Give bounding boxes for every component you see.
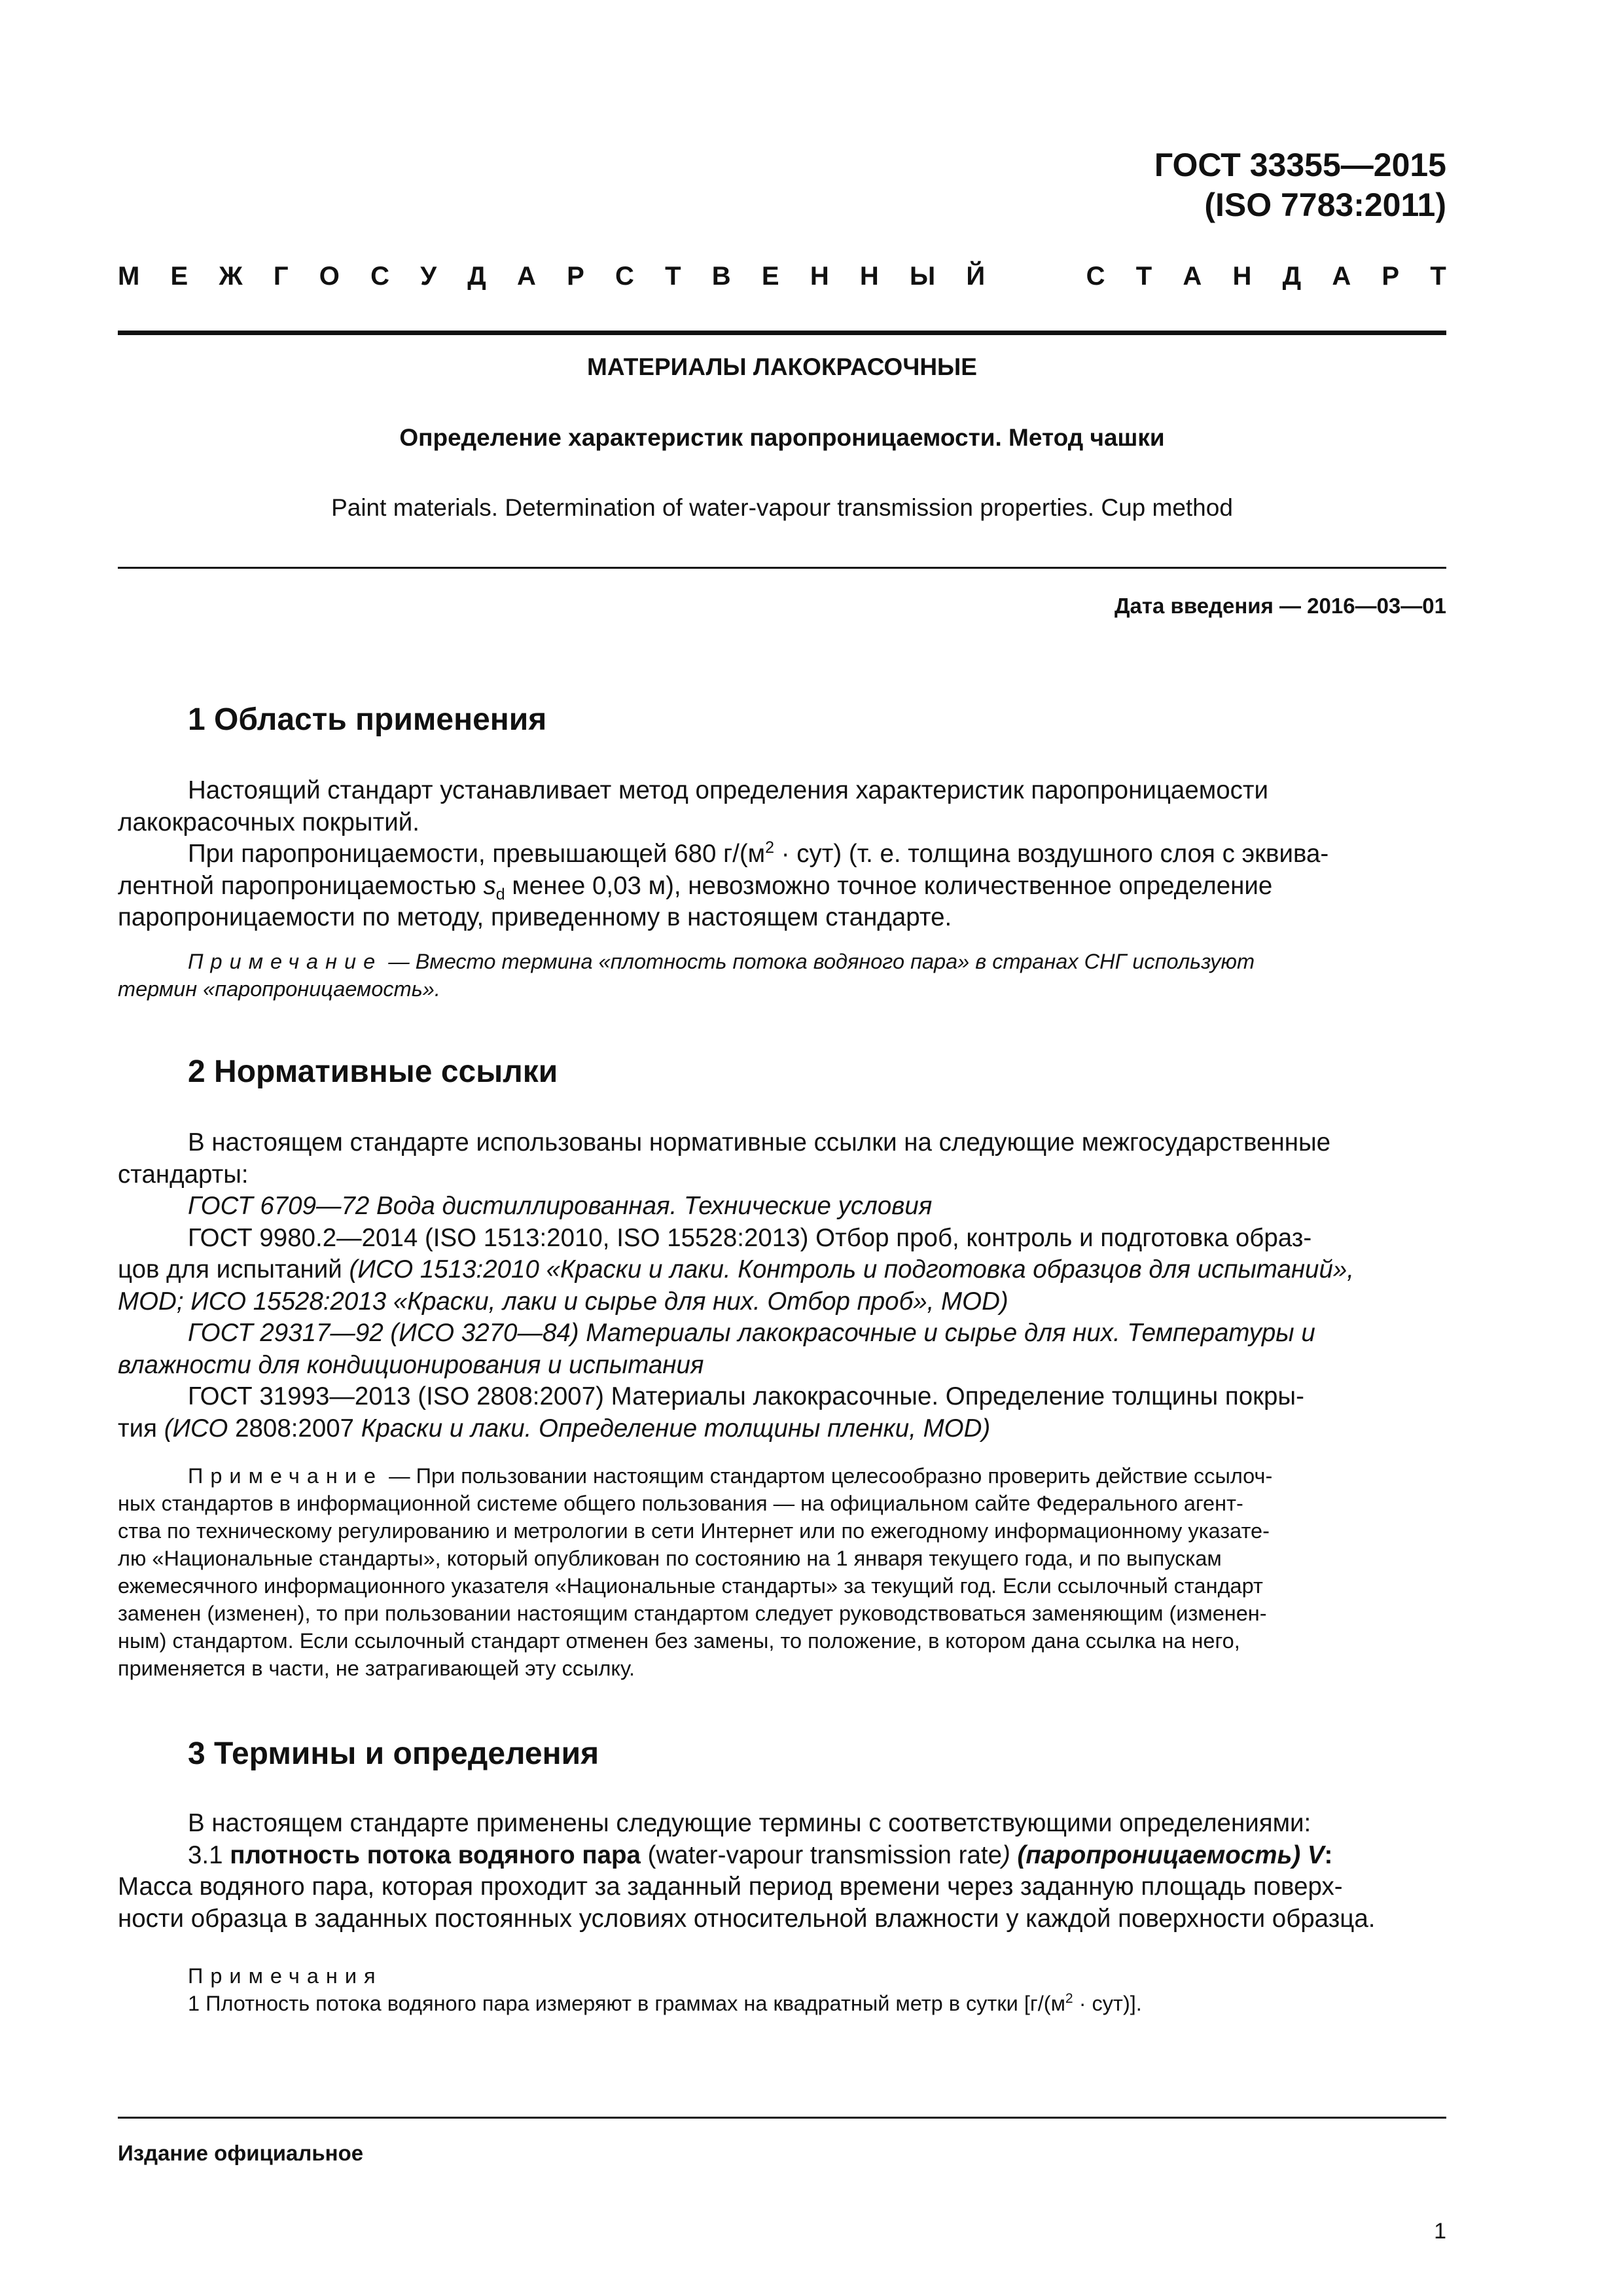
banner-letter: М — [118, 262, 140, 291]
section-1-heading: 1 Область применения — [188, 702, 547, 737]
banner-letter: В — [711, 262, 731, 291]
section-2-note: Примечание — При пользовании настоящим стандартом целесообразно проверить действие ссылоч- ных стандартов в информационной системе общего пользования — на официальном сайте Федерального агент- ства по техническому регулированию и метрологии в сети Интернет или по ежегодному информационному указате- лю «Национальные стандарты», который опубликован по состоянию на 1 января текущего года, и по выпускам ежемесячного информационного указателя «Национальные стандарты» за текущий год. Если ссылочный стандарт заменен (изменен), то при пользовании настоящим стандартом следует руководствоваться заменяющим (изменен- ным) стандартом. Если ссылочный стандарт отменен без замены, то положение, в котором дана ссылка на него, применяется в части, не затрагивающей эту ссылку. — [118, 1464, 1273, 1680]
section-1-body — [118, 775, 1446, 934]
banner-letter: Г — [273, 262, 289, 291]
footer-rule — [118, 2117, 1446, 2119]
banner-letter: А — [517, 262, 536, 291]
banner-letter: Ы — [910, 262, 936, 291]
paragraph-line: Настоящий стандарт устанавливает метод определения характеристик паропроницаемости — [188, 776, 1269, 804]
banner-letter: Ж — [219, 262, 243, 291]
notes-label: Примечания — [188, 1964, 383, 1988]
banner-letter: А — [1183, 262, 1202, 291]
note-label: Примечание — [188, 1464, 383, 1488]
document-title-english: Paint materials. Determination of water-vapour transmission properties. Cup method — [331, 494, 1233, 521]
banner-letter: Е — [170, 262, 188, 291]
reference-item: ГОСТ 6709—72 Вода дистиллированная. Технические условия — [188, 1192, 933, 1220]
banner-letter: Р — [1382, 262, 1400, 291]
banner-letter: С — [1086, 262, 1105, 291]
document-subtitle: Определение характеристик паропроницаемости. Метод чашки — [399, 424, 1165, 451]
banner-letter: С — [370, 262, 389, 291]
banner-letter: Т — [1430, 262, 1446, 291]
banner-letter: Т — [1135, 262, 1152, 291]
banner-letter: Д — [1282, 262, 1302, 291]
banner-letter: Н — [859, 262, 879, 291]
banner-letter: Н — [1232, 262, 1252, 291]
gost-number: ГОСТ 33355—2015 — [1154, 147, 1446, 183]
banner-letter: А — [1332, 262, 1351, 291]
interstate-standard-banner — [118, 262, 1446, 291]
paragraph-line: лентной паропроницаемостью $s_d$ менее 0,03 м), невозможно точное количественное определение — [118, 871, 1273, 904]
introduction-date: Дата введения — 2016—03—01 — [1115, 594, 1446, 618]
note-label: Примечание — [188, 950, 383, 973]
banner-letter: Р — [567, 262, 584, 291]
section-2-body: В настоящем стандарте использованы нормативные ссылки на следующие межгосударственные стандарты: ГОСТ 6709—72 Вода дистиллированная. Технические условия ГОСТ 9980.2—2014 (ISO 1513:2010, ISO 15528:2013) Отбор проб, контроль и подготовка образ- цов для испытаний (ИСО 1513:2010 «Краски и лаки. Контроль и подготовка образцов для испытаний», MOD; ИСО 15528:2013 «Краски, лаки и сырье для них. Отбор проб», MOD) ГОСТ 29317—92 (ИСО 3270—84) Материалы лакокрасочные и сырье для них. Температуры и влажности для кондиционирования и испытания ГОСТ 31993—2013 (ISO 2808:2007) Материалы лакокрасочные. Определение толщины покры- тия (ИСО 2808:2007 Краски и лаки. Определение толщины пленки, MOD) — [118, 1127, 1446, 1444]
document-title: МАТЕРИАЛЫ ЛАКОКРАСОЧНЫЕ — [587, 353, 977, 380]
reference-item: ГОСТ 31993—2013 (ISO 2808:2007) Материалы лакокрасочные. Определение толщины покры- — [188, 1382, 1304, 1410]
paragraph-line: лакокрасочных покрытий. — [118, 808, 419, 836]
banner-letter: О — [319, 262, 340, 291]
header-thick-rule — [118, 331, 1446, 335]
term-definition: 3.1 плотность потока водяного пара (water-vapour transmission rate) (паропроницаемость) V: — [188, 1840, 1333, 1869]
reference-item: ГОСТ 9980.2—2014 (ISO 1513:2010, ISO 15528:2013) Отбор проб, контроль и подготовка образ- — [188, 1223, 1312, 1252]
banner-letter: Й — [966, 262, 986, 291]
paragraph-line: При паропроницаемости, превышающей 680 $г/(м^2 \cdot сут)$ (т. е. толщина воздушного слоя с эквива- — [188, 838, 1329, 868]
section-1-note: Примечание — Вместо термина «плотность потока водяного пара» в странах СНГ используют термин «паропроницаемость». — [118, 950, 1255, 1001]
banner-letter: У — [420, 262, 437, 291]
section-2-heading: 2 Нормативные ссылки — [188, 1054, 558, 1089]
reference-item: ГОСТ 29317—92 (ИСО 3270—84) Материалы лакокрасочные и сырье для них. Температуры и — [188, 1319, 1315, 1347]
section-3-heading: 3 Термины и определения — [188, 1736, 599, 1771]
section-3-body: В настоящем стандарте применены следующие термины с соответствующими определениями: 3.1 плотность потока водяного пара (water-vapour transmission rate) (паропроницаемость) V: Масса водяного пара, которая проходит за заданный период времени через заданную площадь поверх- ности образца в заданных постоянных условиях относительной влажности у каждой поверхности образца. — [118, 1808, 1446, 1935]
publication-label: Издание официальное — [118, 2141, 364, 2165]
banner-word-gap — [1016, 262, 1055, 291]
banner-letter: Д — [467, 262, 486, 291]
banner-letter: Т — [665, 262, 681, 291]
standard-designation — [1154, 145, 1446, 225]
iso-number: (ISO 7783:2011) — [1204, 187, 1446, 223]
banner-letter: Н — [810, 262, 829, 291]
title-rule — [118, 567, 1446, 569]
section-3-notes: Примечания 1 Плотность потока водяного пара измеряют в граммах на квадратный метр в сутки $[г/(м^2 \cdot сут)]$. — [118, 1962, 1446, 2017]
banner-letter: С — [615, 262, 634, 291]
paragraph-line: паропроницаемости по методу, приведенному в настоящем стандарте. — [118, 903, 952, 931]
page-number: 1 — [1434, 2219, 1446, 2244]
banner-letter: Е — [761, 262, 779, 291]
